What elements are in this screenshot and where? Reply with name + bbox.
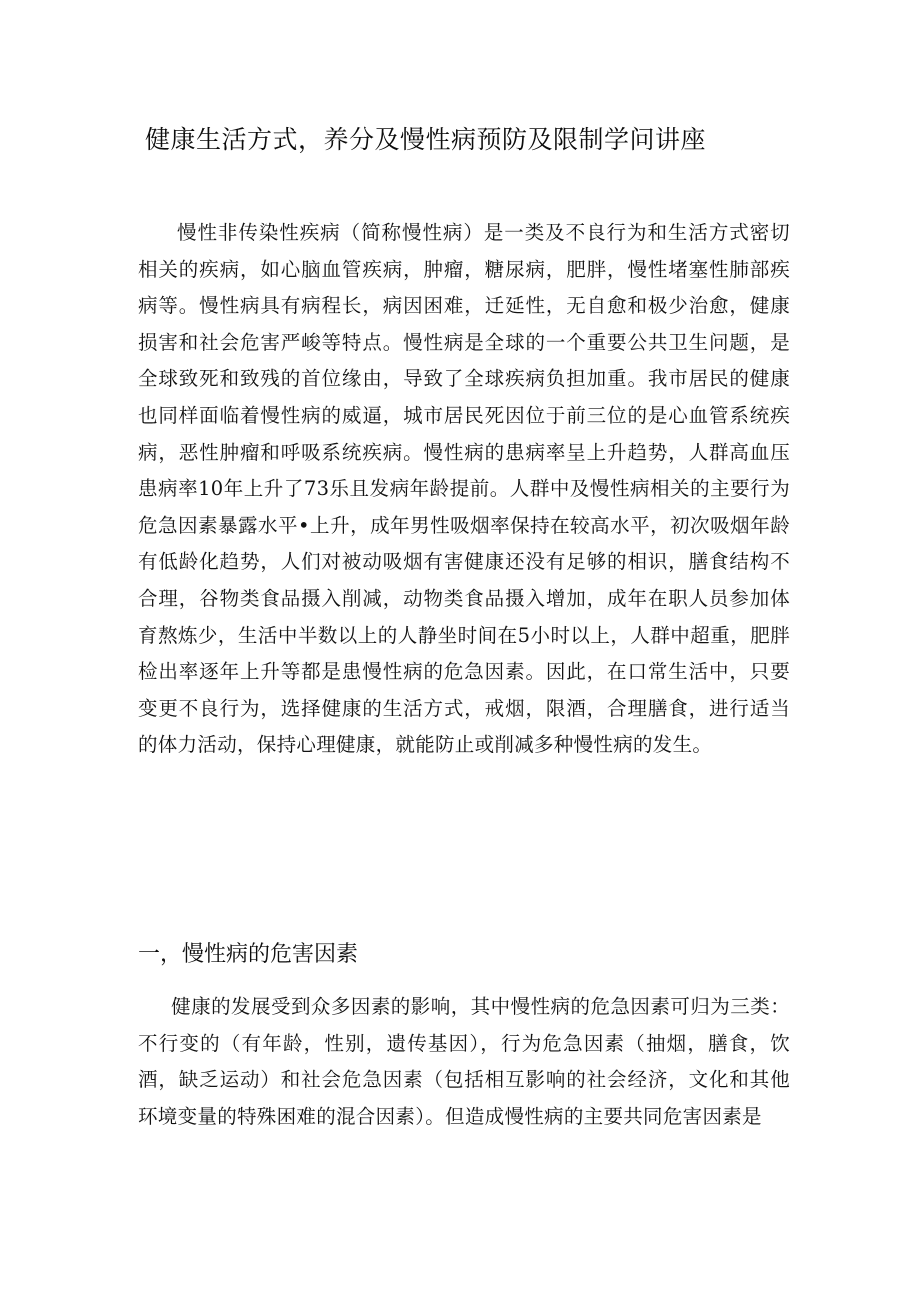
- intro-paragraph: 慢性非传染性疾病（简称慢性病）是一类及不良行为和生活方式密切相关的疾病，如心脑血管疾病，肿瘤，糖尿病，肥胖，慢性堵塞性肺部疾病等。慢性病具有病程长，病因困难，迁延性，无自愈和极少治愈，健康损害和社会危害严峻等特点。慢性病是全球的一个重要公共卫生问题，是全球致死和致残的首位缘由，导致了全球疾病负担加重。我市居民的健康也同样面临着慢性病的威逼，城市居民死因位于前三位的是心血管系统疾病，恶性肿瘤和呼吸系统疾病。慢性病的患病率呈上升趋势，人群高血压患病率10年上升了73乐且发病年龄提前。人群中及慢性病相关的主要行为危急因素暴露水平•上升，成年男性吸烟率保持在较高水平，初次吸烟年龄有低龄化趋势，人们对被动吸烟有害健康还没有足够的相识，膳食结构不合理，谷物类食品摄入削减，动物类食品摄入增加，成年在职人员参加体育熬炼少，生活中半数以上的人静坐时间在5小时以上，人群中超重，肥胖检出率逐年上升等都是患慢性病的危急因素。因此，在口常生活中，只要变更不良行为，选择健康的生活方式，戒烟，限酒，合理膳食，进行适当的体力活动，保持心理健康，就能防止或削减多种慢性病的发生。: [138, 221, 790, 757]
- document-title: 健康生活方式，养分及慢性病预防及限制学问讲座: [145, 125, 707, 154]
- risk-factors-paragraph: 健康的发展受到众多因素的影响，其中慢性病的危急因素可归为三类：不行变的（有年龄，性别，遗传基因），行为危急因素（抽烟，膳食，饮酒，缺乏运动）和社会危急因素（包括相互影响的社会经济，文化和其他环境变量的特殊困难的混合因素）。但造成慢性病的主要共同危害因素是: [138, 995, 790, 1128]
- section-heading-risk-factors: 一，慢性病的危害因素: [138, 942, 359, 967]
